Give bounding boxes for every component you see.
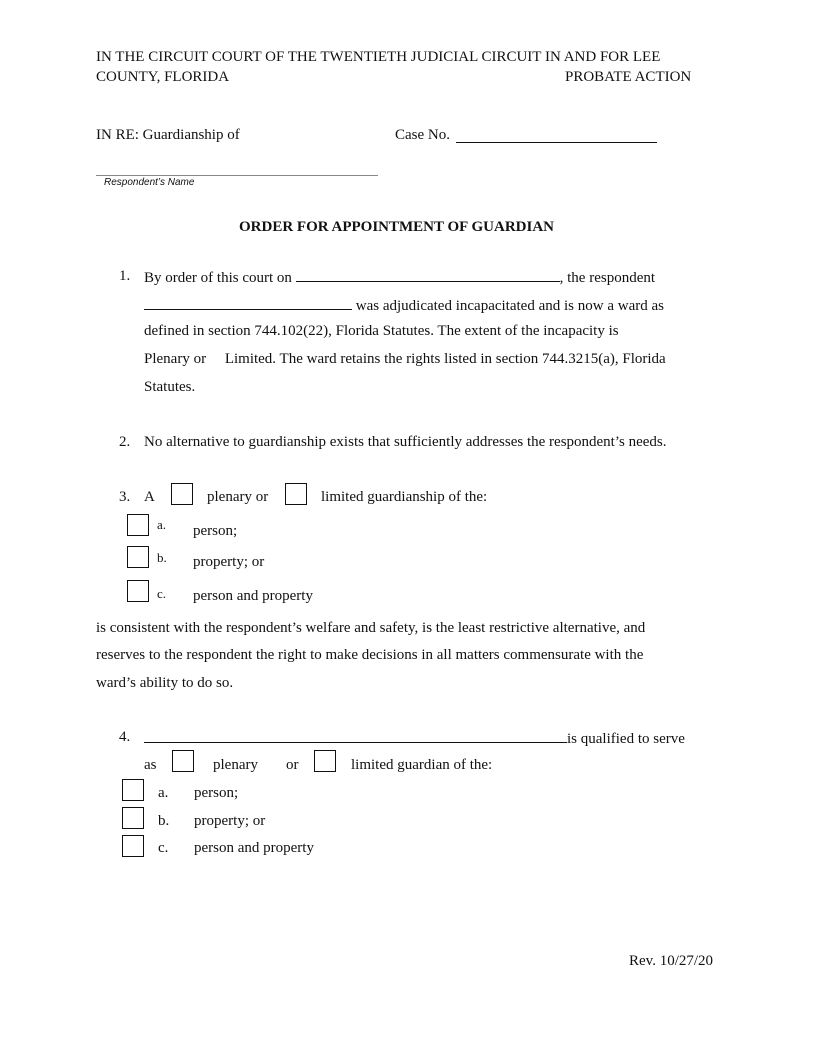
- item4-person-property-checkbox[interactable]: [122, 835, 144, 857]
- item4-as-word: as: [144, 757, 157, 773]
- item1-line4: Plenary or Limited. The ward retains the rights listed in section 744.3215(a), Florida: [144, 351, 666, 367]
- item3-paragraph-line3: ward’s ability to do so.: [96, 675, 234, 691]
- item3-a-word: A: [144, 489, 155, 505]
- item1-line5: Statutes.: [144, 379, 196, 395]
- item3-person-property-checkbox[interactable]: [127, 580, 149, 602]
- item3-person-checkbox[interactable]: [127, 514, 149, 536]
- item3-paragraph-line1: is consistent with the respondent’s welfare and safety, is the least restrictive alternative, and: [96, 620, 646, 636]
- item3-option-b-letter: b.: [157, 550, 167, 565]
- item3-plenary-checkbox[interactable]: [171, 483, 193, 505]
- item3-option-a-text: person;: [193, 523, 238, 539]
- item1-line1: By order of this court on , the respondent: [144, 270, 656, 286]
- guardian-name-field[interactable]: [144, 730, 567, 743]
- item4-person-checkbox[interactable]: [122, 779, 144, 801]
- item1-number: 1.: [119, 268, 131, 284]
- case-number-label: Case No.: [395, 127, 450, 143]
- item4-option-a-text: person;: [194, 785, 239, 801]
- court-heading-county: COUNTY, FLORIDA: [96, 69, 230, 85]
- item3-option-b-text: property; or: [193, 554, 265, 570]
- order-date-field[interactable]: [296, 269, 560, 282]
- item1-line3: defined in section 744.102(22), Florida Statutes. The extent of the incapacity is: [144, 323, 619, 339]
- item4-limited-label: limited guardian of the:: [351, 757, 493, 773]
- respondent-field[interactable]: [144, 297, 352, 310]
- item4-property-checkbox[interactable]: [122, 807, 144, 829]
- item3-option-c-letter: c.: [157, 586, 167, 601]
- item3-option-a-letter: a.: [157, 517, 167, 532]
- item4-option-a-letter: a.: [158, 785, 169, 801]
- item2-number: 2.: [119, 434, 131, 450]
- item4-limited-checkbox[interactable]: [314, 750, 336, 772]
- item3-limited-label: limited guardianship of the:: [321, 489, 488, 505]
- respondent-name-label: Respondent’s Name: [104, 177, 195, 188]
- court-heading-action: PROBATE ACTION: [565, 69, 692, 85]
- item4-or-word: or: [286, 757, 299, 773]
- item3-number: 3.: [119, 489, 131, 505]
- item4-option-c-letter: c.: [158, 840, 169, 856]
- item4-option-b-letter: b.: [158, 813, 170, 829]
- item3-paragraph-line2: reserves to the respondent the right to make decisions in all matters commensurate with the: [96, 647, 644, 663]
- item2-text: No alternative to guardianship exists that sufficiently addresses the respondent’s needs.: [144, 434, 667, 450]
- item4-plenary-checkbox[interactable]: [172, 750, 194, 772]
- court-heading-line1: IN THE CIRCUIT COURT OF THE TWENTIETH JUDICIAL CIRCUIT IN AND FOR LEE: [96, 49, 661, 65]
- item4-line1: is qualified to serve: [144, 730, 685, 747]
- case-number-field[interactable]: [456, 142, 657, 143]
- item3-property-checkbox[interactable]: [127, 546, 149, 568]
- item4-option-c-text: person and property: [194, 840, 314, 856]
- in-re-label: IN RE: Guardianship of: [96, 127, 240, 143]
- item3-option-c-text: person and property: [193, 588, 313, 604]
- item3-limited-checkbox[interactable]: [285, 483, 307, 505]
- revision-date: Rev. 10/27/20: [629, 953, 714, 969]
- respondent-name-field[interactable]: [96, 175, 378, 176]
- item1-line2: was adjudicated incapacitated and is now a ward as: [144, 297, 664, 314]
- item4-number: 4.: [119, 729, 131, 745]
- item4-option-b-text: property; or: [194, 813, 266, 829]
- item4-plenary-label: plenary: [213, 757, 258, 773]
- item3-plenary-label: plenary or: [207, 489, 269, 505]
- document-title: ORDER FOR APPOINTMENT OF GUARDIAN: [239, 219, 555, 235]
